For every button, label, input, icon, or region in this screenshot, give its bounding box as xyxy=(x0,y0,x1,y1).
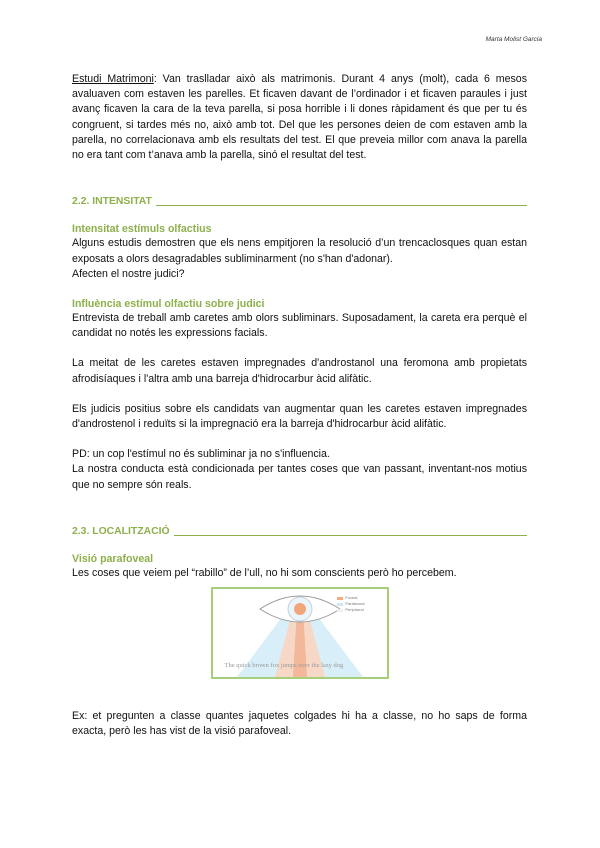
section-title-intensitat xyxy=(72,194,527,209)
pupil xyxy=(294,603,306,615)
legend-swatch-peripheral xyxy=(337,609,343,612)
legend-label: Foveal xyxy=(345,595,358,601)
legend-label: Parafoveal xyxy=(345,601,365,607)
legend-swatch-parafoveal xyxy=(337,603,343,606)
legend-swatch-foveal xyxy=(337,597,343,600)
header-author: Marta Molist Garcia xyxy=(485,36,542,43)
paragraph: PD: un cop l'estímul no és subliminar ja no s'influencia. xyxy=(72,448,330,461)
section-rule xyxy=(156,204,527,206)
paragraph: Alguns estudis demostren que els nens empitjoren la resolució d’un trencaclosques quan estan exposats a olors desagradables subliminarment (no s'han d'adonar). xyxy=(72,237,527,265)
legend-label: Peripheral xyxy=(345,607,364,613)
paragraph: La meitat de les caretes estaven impregnades d'androstanol una feromona amb propietats afrodisíaques i l'altra amb una barreja d'hidrocarbur àcid alifàtic. xyxy=(72,357,527,385)
section-title-intensitat-text: 2.2. INTENSITAT xyxy=(72,196,152,208)
paragraph: La nostra conducta està condicionada per tantes coses que van passant, inventant-nos motius que no sempre són reals. xyxy=(72,463,527,491)
subhead-influencia-olfactiu: Influència estímul olfactiu sobre judici xyxy=(72,298,265,311)
intro-paragraph xyxy=(72,72,527,163)
intro-label: Estudi Matrimoni xyxy=(72,73,154,85)
section-title-localitzacio xyxy=(72,524,527,539)
subhead-visio-parafoveal: Visió parafoveal xyxy=(72,553,154,566)
paragraph: Les coses que veiem pel “rabillo” de l’ull, no hi som conscients però ho percebem. xyxy=(72,567,457,580)
figure-caption: The quick brown fox jumps over the lazy dog xyxy=(224,662,344,670)
figure-legend xyxy=(337,595,364,613)
parafoveal-vision-figure xyxy=(211,587,389,679)
intro-text: : Van traslladar això als matrimonis. Durant 4 anys (molt), cada 6 mesos avaluaven com estaven les parelles. Et ficaven davant de l’ordinador i et ficaven paraules i just avanç ficaven la cara de la teva parella, si posa horrible i li dones ràpidament és que per tu és congruent, si tardes més no, això amb tot. Del que les persones deien de com estaven amb la parella, no correlacionava amb els resultats del test. El que preveia millor com anava la parella no era tant com t’anava amb la parella, sinó el resultat del test. xyxy=(72,73,527,162)
subhead-intensitat-olfactius: Intensitat estímuls olfactius xyxy=(72,223,212,236)
paragraph: Els judicis positius sobre els candidats van augmentar quan les caretes estaven impregnades d'androstenol i reduïts si la impregnació era la barreja d'hidrocarbur àcid alifàtic. xyxy=(72,402,527,431)
document-body xyxy=(72,72,527,740)
section-title-localitzacio-text: 2.3. LOCALITZACIÓ xyxy=(72,525,170,537)
paragraph: Afecten el nostre judici? xyxy=(72,267,185,280)
paragraph: Entrevista de treball amb caretes amb olors subliminars. Suposadament, la careta era perquè el candidat no notés les expressions facials. xyxy=(72,312,527,340)
section-rule xyxy=(174,534,527,536)
paragraph: Ex: et pregunten a classe quantes jaquetes colgades hi ha a classe, no ho saps de forma exacta, però les has vist de la visió parafoveal. xyxy=(72,710,527,738)
